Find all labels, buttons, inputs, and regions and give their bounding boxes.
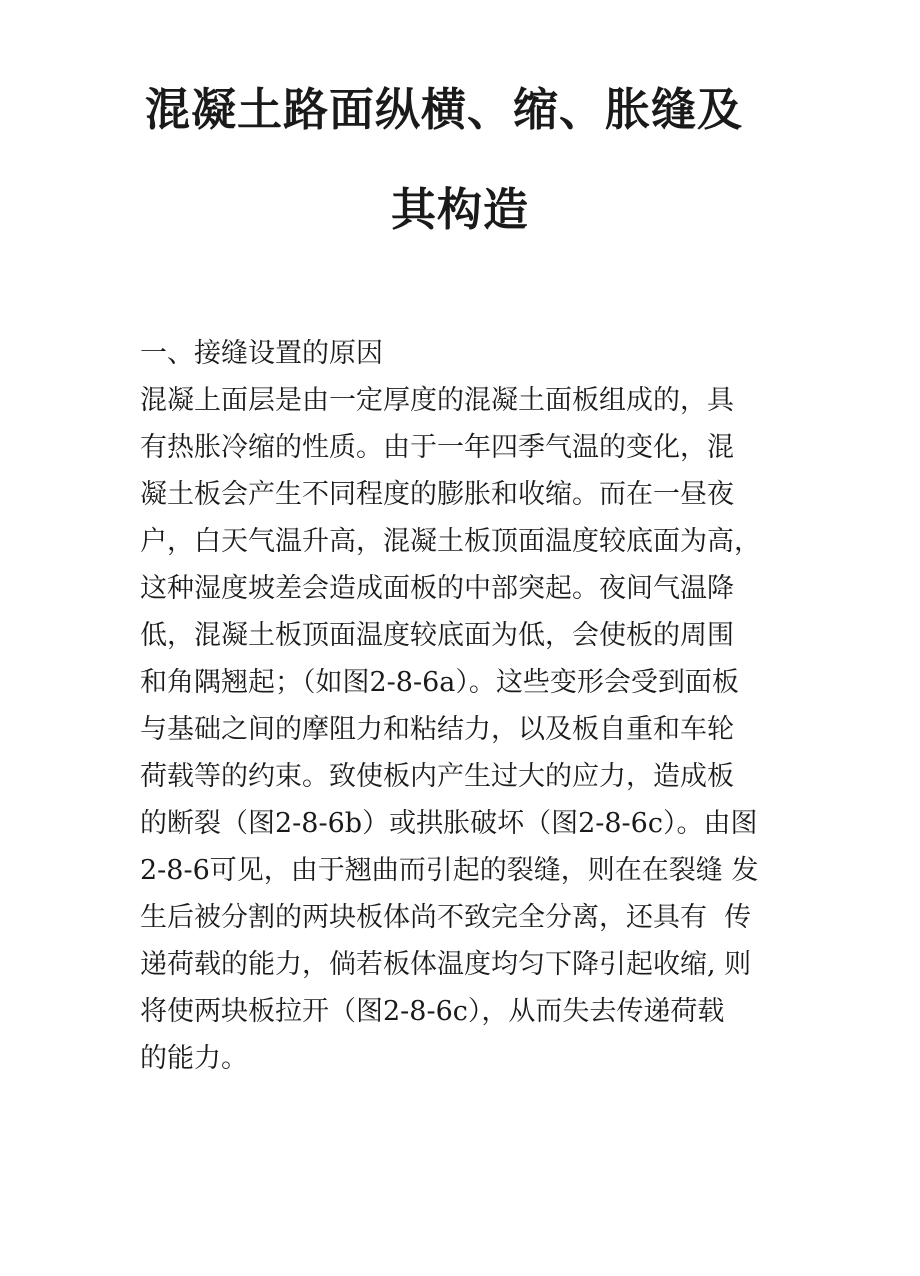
document-title-line-2: 其构造	[390, 183, 529, 236]
body-line: 与基础之间的摩阻力和粘结力，以及板自重和车轮	[140, 714, 734, 745]
body-line: 2-8-6可见，由于翘曲而引起的裂缝，则在在裂缝 发	[140, 855, 759, 886]
body-line: 有热胀冷缩的性质。由于一年四季气温的变化，混	[140, 432, 734, 463]
body-line: 将使两块板拉开（图2-8-6c），从而失去传递荷载	[140, 996, 725, 1027]
body-paragraph	[140, 377, 800, 1082]
body-line: 凝土板会产生不同程度的膨胀和收缩。而在一昼夜	[140, 479, 734, 510]
body-line: 递荷载的能力，倘若板体温度均匀下降引起收缩, 则	[140, 949, 752, 980]
section-heading: 一、接缝设置的原因	[140, 338, 383, 369]
body-line: 生后被分割的两块板体尚不致完全分离，还具有 传	[140, 902, 752, 933]
body-line: 这种湿度坡差会造成面板的中部突起。夜间气温降	[140, 573, 734, 604]
document-title-line-1: 混凝土路面纵横、缩、胀缝及	[144, 83, 743, 136]
body-line: 和角隅翘起；（如图2-8-6a）。这些变形会受到面板	[140, 667, 739, 698]
body-line: 的能力。	[140, 1043, 248, 1074]
body-line: 混凝上面层是由一定厚度的混凝土面板组成的，具	[140, 385, 734, 416]
body-line: 户，白天气温升高，混凝土板顶面温度较底面为高，	[140, 526, 761, 557]
body-line: 低，混凝土板顶面温度较底面为低，会使板的周围	[140, 620, 734, 651]
body-line: 的断裂（图2-8-6b）或拱胀破坏（图2-8-6c）。由图	[140, 808, 758, 839]
body-line: 荷载等的约束。致使板内产生过大的应力，造成板	[140, 761, 734, 792]
